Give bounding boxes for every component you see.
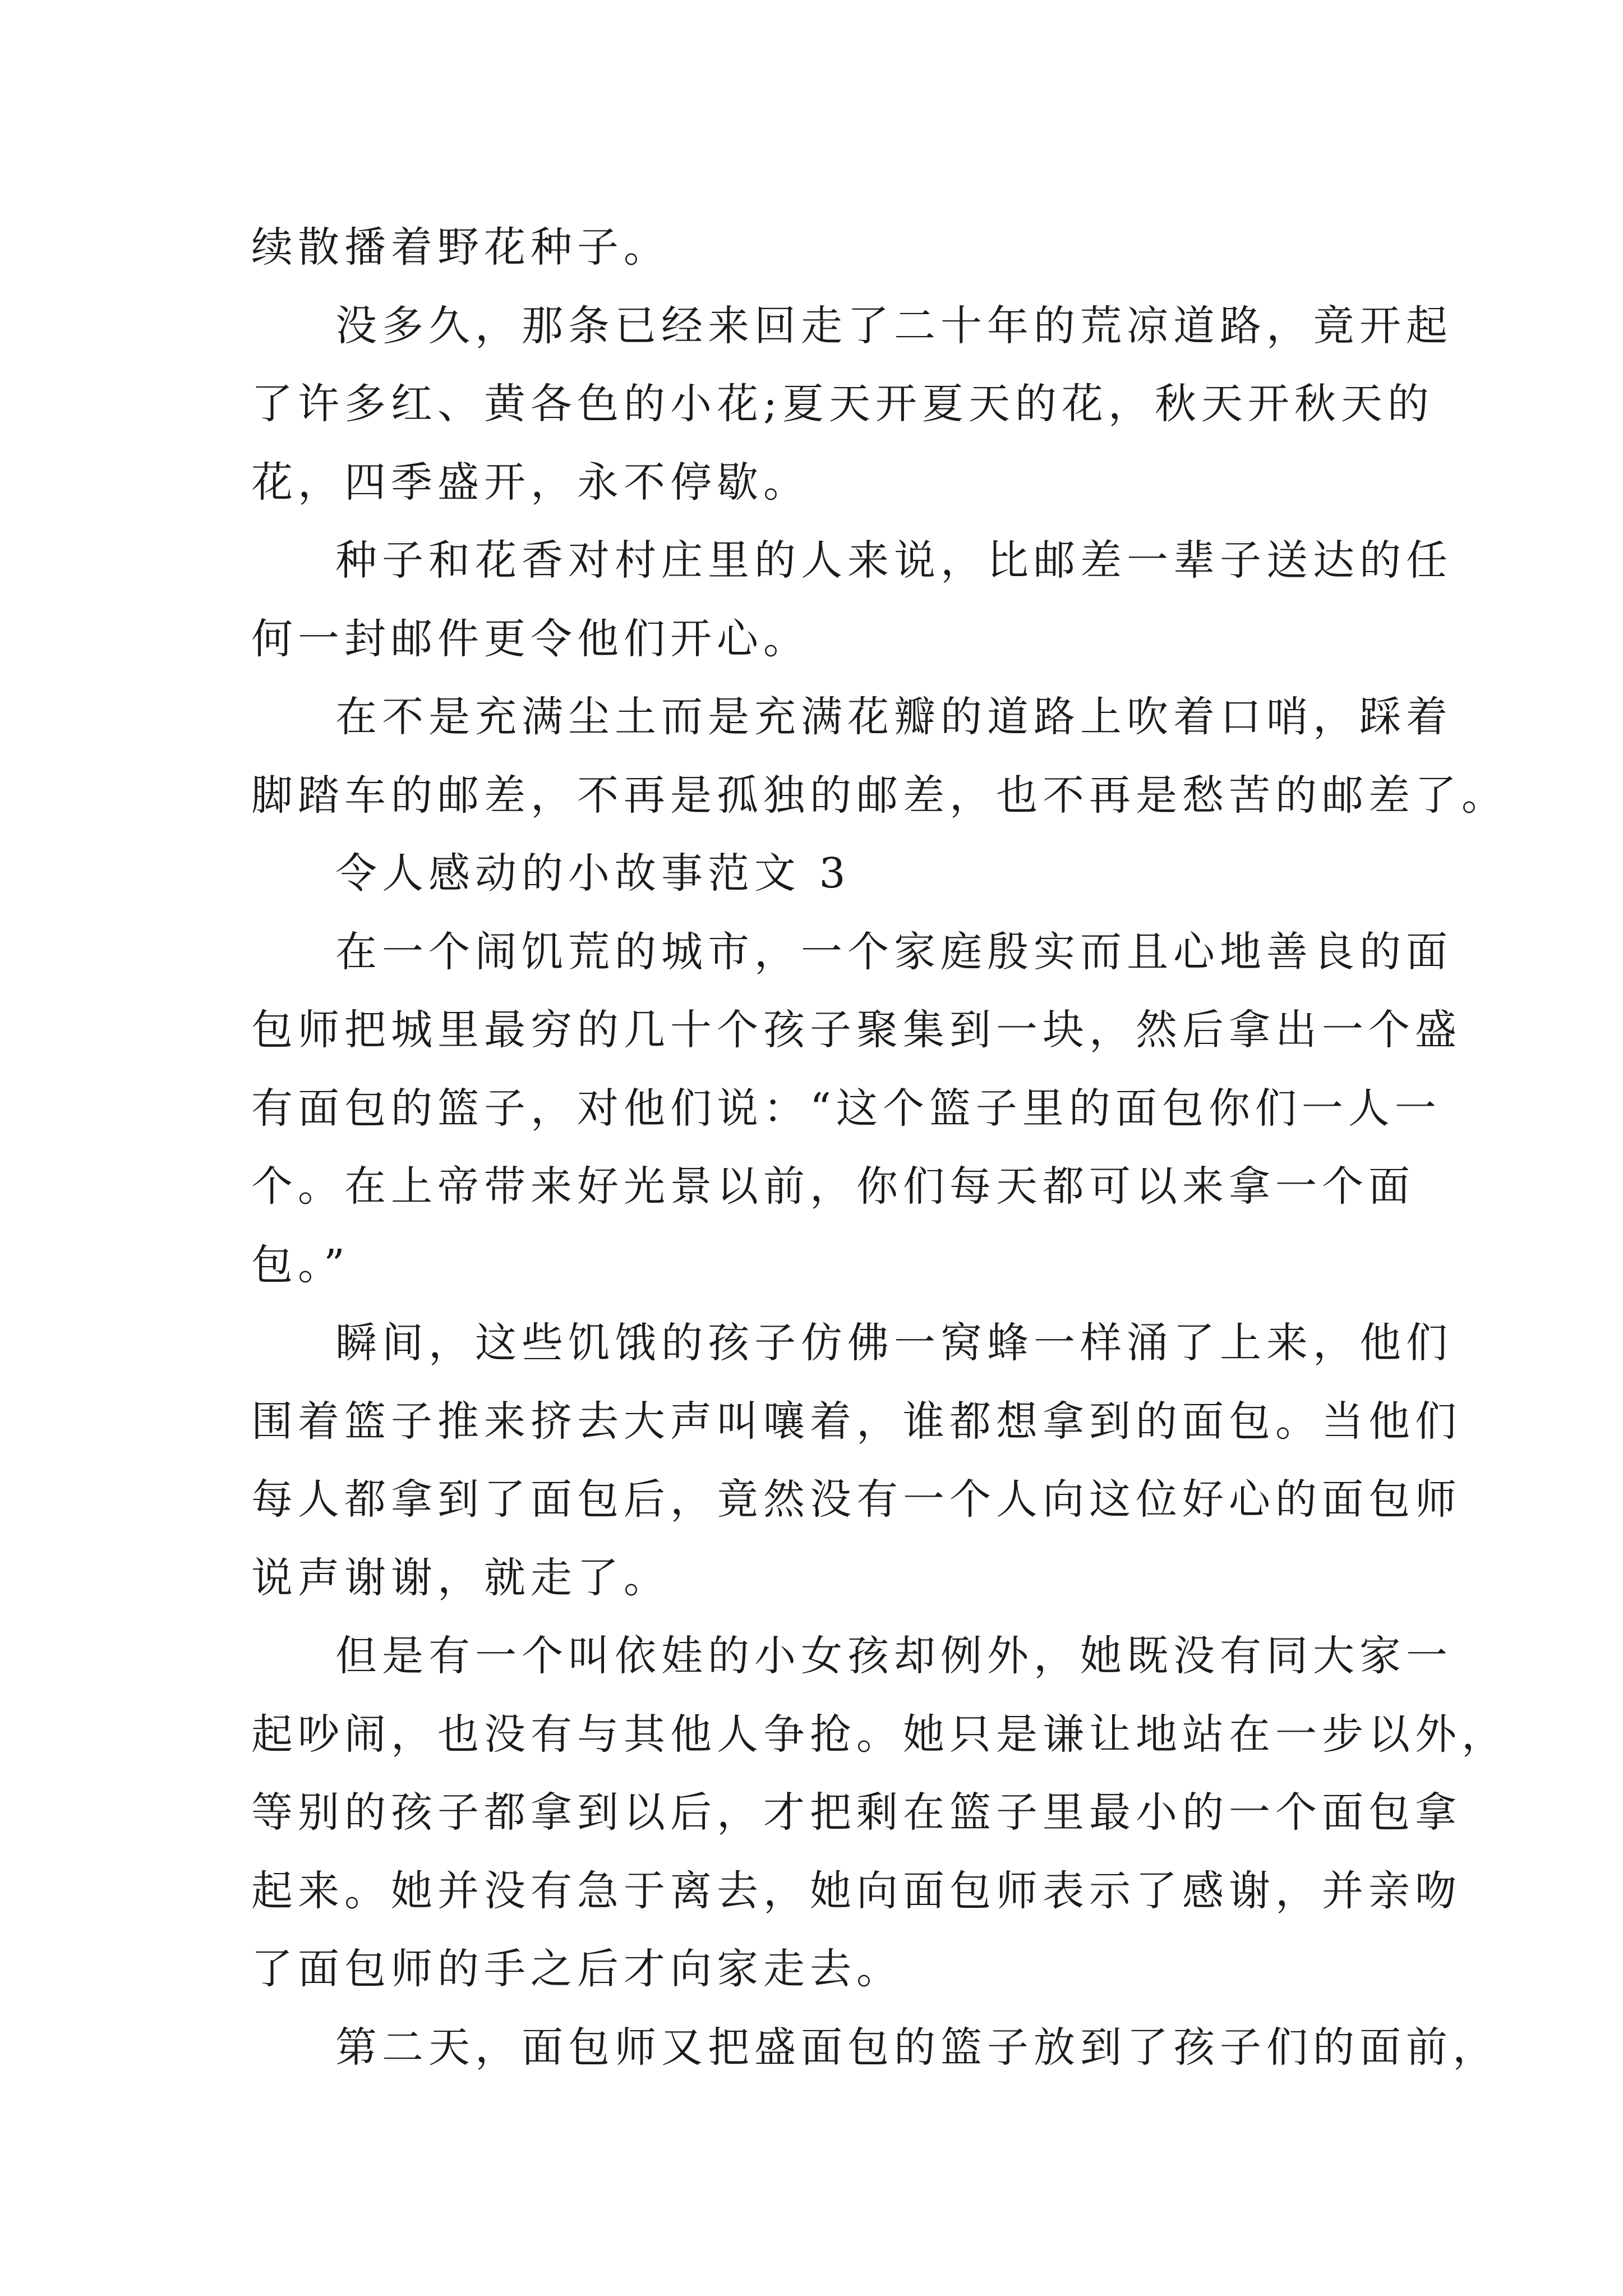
text-line: 瞬间，这些饥饿的孩子仿佛一窝蜂一样涌了上来，他们 [335,1319,1453,1367]
text-line: 在不是充满尘土而是充满花瓣的道路上吹着口哨，踩着 [335,693,1453,741]
text-line: 在一个闹饥荒的城市，一个家庭殷实而且心地善良的面 [335,927,1453,976]
text-line: 了许多红、黄各色的小花;夏天开夏天的花，秋天开秋天的 [251,380,1434,428]
document-body [251,209,1508,2087]
text-line: 脚踏车的邮差，不再是孤独的邮差，也不再是愁苦的邮差了。 [251,771,1508,820]
text-line: 续散播着野花种子。 [251,223,670,272]
text-line: 有面包的篮子，对他们说：“这个篮子里的面包你们一人一 [251,1084,1441,1133]
text-line: 种子和花香对村庄里的人来说，比邮差一辈子送达的任 [335,536,1453,585]
text-line: 说声谢谢，就走了。 [251,1553,670,1602]
text-line: 了面包师的手之后才向家走去。 [251,1945,903,1993]
text-line: 起吵闹，也没有与其他人争抢。她只是谦让地站在一步以外， [251,1710,1508,1759]
text-line: 围着篮子推来挤去大声叫嚷着，谁都想拿到的面包。当他们 [251,1397,1461,1446]
text-line: 包。” [251,1240,350,1289]
text-line: 第二天，面包师又把盛面包的篮子放到了孩子们的面前， [335,2023,1499,2072]
document-page [251,209,1508,2087]
text-line: 起来。她并没有急于离去，她向面包师表示了感谢，并亲吻 [251,1866,1461,1915]
text-line: 每人都拿到了面包后，竟然没有一个人向这位好心的面包师 [251,1475,1461,1524]
text-line: 但是有一个叫依娃的小女孩却例外，她既没有同大家一 [335,1632,1453,1680]
text-line: 等别的孩子都拿到以后，才把剩在篮子里最小的一个面包拿 [251,1788,1461,1837]
text-line: 令人感动的小故事范文 3 [335,849,851,898]
text-line: 包师把城里最穷的几十个孩子聚集到一块，然后拿出一个盛 [251,1006,1461,1054]
text-line: 个。在上帝带来好光景以前，你们每天都可以来拿一个面 [251,1162,1415,1211]
text-line: 花，四季盛开，永不停歇。 [251,458,810,507]
text-line: 没多久，那条已经来回走了二十年的荒凉道路，竟开起 [335,301,1453,350]
text-line: 何一封邮件更令他们开心。 [251,614,810,663]
